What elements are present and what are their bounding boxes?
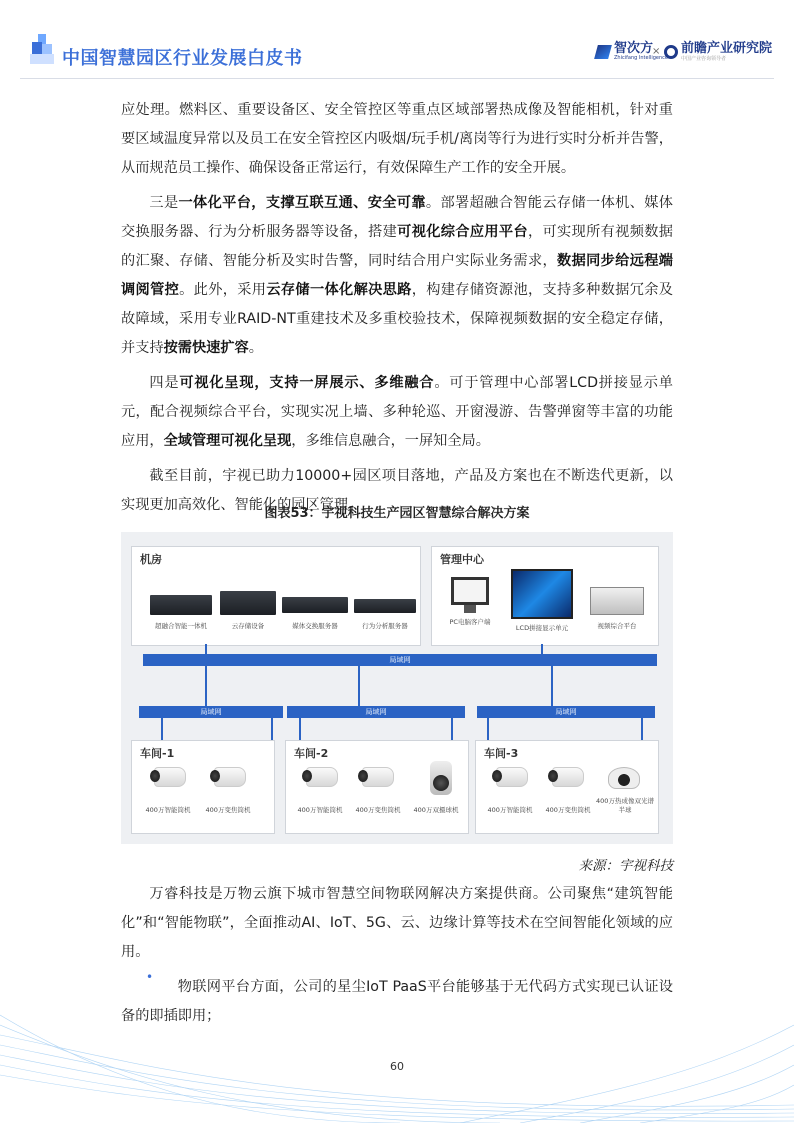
monitor-icon [451,577,489,605]
cam-label: 400万热成像双光谱半球 [596,797,654,814]
paragraph-5: 万睿科技是万物云旗下城市智慧空间物联网解决方案提供商。公司聚焦“建筑智能化”和“智能物联”，全面推动AI、IoT、5G、云、边缘计算等技术在空间智能化领域的应用。 [121,886,673,960]
paragraph-2: 三是一体化平台，支撑互联互通、安全可靠。部署超融合智能云存储一体机、媒体交换服务器、行为分析服务器等设备，搭建可视化综合应用平台，可实现所有视频数据的汇聚、存储、智能分析及实时告警，同时结合用户实际业务需求，数据同步给远程端调阅管控。此外，采用云存储一体化解决思路，构建存储资源池，支持多种数据冗余及故障域，采用专业RAID-NT重建技术及多重校验技术，保障视频数据的安全稳定存储，并支持按需快速扩容。 [121,195,673,356]
machine-room-box [131,546,421,646]
header-title: 中国智慧园区行业发展白皮书 [62,48,303,69]
paragraph-3: 四是可视化呈现，支持一屏展示、多维融合。可于管理中心部署LCD拼接显示单元，配合视频综合平台，实现实况上墙、多种轮巡、开窗漫游、告警弹窗等丰富的功能应用，全域管理可视化呈现，多维信息融合，一屏知全局。 [121,375,673,449]
device-pc-client: PC电脑客户端 [440,577,500,626]
workshop-1-title: 车间-1 [140,747,175,760]
server-icon [282,597,348,613]
cam-label: 400万双摄球机 [413,806,459,814]
server-icon [354,599,416,613]
platform-icon [590,587,644,615]
thermal-dome-icon [608,767,640,789]
management-center-title: 管理中心 [440,553,484,566]
workshop-3-title: 车间-3 [484,747,519,760]
bullet-camera-icon [362,767,394,787]
bullet-camera-icon [154,767,186,787]
cam-label: 400万智能筒机 [297,806,343,814]
cam-label: 400万变焦筒机 [355,806,401,814]
cam-label: 400万变焦筒机 [545,806,591,814]
workshop-2-title: 车间-2 [294,747,329,760]
bullet-camera-icon [552,767,584,787]
workshop-2 [285,740,469,834]
brand2-sub: 中国产业咨询领导者 [681,56,727,62]
device-behavior-analysis: 行为分析服务器 [354,599,416,630]
lcd-wall-icon [511,569,573,619]
lan-bar-2: 局域网 [287,706,465,718]
qianzhan-mark-icon [664,45,678,59]
device-media-switch: 媒体交换服务器 [282,597,348,630]
cam-label: 400万智能筒机 [487,806,533,814]
figure-caption: 图表53：宇视科技生产园区智慧综合解决方案 [264,506,530,521]
bullet-camera-icon [306,767,338,787]
device-cloud-storage: 云存储设备 [220,591,276,630]
workshop-1 [131,740,275,834]
page-number: 60 [390,1060,404,1073]
dome-camera-icon [430,761,452,795]
brand1-sub: Zhicifang Intelligence [614,55,668,61]
zhicifang-mark-icon [594,45,612,59]
lan-bar-1: 局域网 [139,706,283,718]
main-text [121,96,673,526]
management-center-box [431,546,659,646]
brand1-name: 智次方 [614,41,654,56]
figure-source: 来源：宇视科技 [578,858,673,874]
lan-bar-3: 局域网 [477,706,655,718]
bullet-marker: • [146,970,154,984]
header-divider [20,78,774,79]
device-video-platform: 视频综合平台 [584,587,650,630]
paragraph-1: 应处理。燃料区、重要设备区、安全管控区等重点区域部署热成像及智能相机，针对重要区域温度异常以及员工在安全管控区内吸烟/玩手机/离岗等行为进行实时分析并告警，从而规范员工操作、确保设备正常运行，有效保障生产工作的安全开展。 [121,102,673,176]
times-sign: × [652,46,661,57]
workshop-3 [475,740,659,834]
server-icon [150,595,212,615]
bullet-camera-icon [214,767,246,787]
bullet-camera-icon [496,767,528,787]
device-lcd-wall: LCD拼接显示单元 [508,569,576,632]
server-icon [220,591,276,615]
paragraph-4: 截至目前，宇视已助力10000+园区项目落地，产品及方案也在不断迭代更新，以实现更加高效化、智能化的园区管理。 [121,468,673,513]
page-header [0,0,794,80]
device-hyperconverged: 超融合智能一体机 [150,595,212,630]
cam-label: 400万智能筒机 [145,806,191,814]
machine-room-title: 机房 [140,553,162,566]
main-lan-bar: 局域网 [143,654,657,666]
cube-logo-icon [30,34,54,66]
bullet-paragraph: 物联网平台方面，公司的星尘IoT PaaS平台能够基于无代码方式实现已认证设备的即插即用； [121,979,673,1024]
cam-label: 400万变焦筒机 [205,806,251,814]
solution-diagram [121,532,673,844]
brand2-name: 前瞻产业研究院 [681,41,773,56]
qianzhan-logo [664,42,772,62]
